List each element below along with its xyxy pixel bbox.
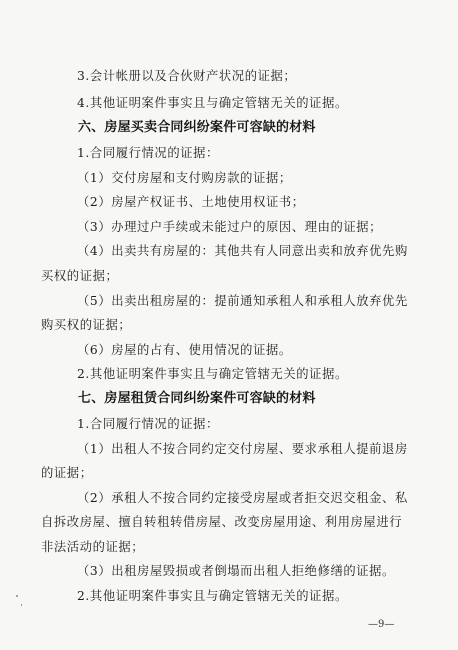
section-heading: 六、房屋买卖合同纠纷案件可容缺的材料: [78, 120, 316, 135]
text-line: （4）出卖共有房屋的：其他共有人同意出卖和放弃优先购: [77, 244, 408, 258]
text-line: （5）出卖出租房屋的：提前通知承租人和承租人放弃优先: [77, 294, 408, 308]
text-line: 买权的证据；: [41, 269, 119, 283]
text-line: 的证据；: [41, 466, 93, 480]
text-line: 1.合同履行情况的证据：: [77, 146, 219, 160]
text-line: 3.会计帐册以及合伙财产状况的证据；: [77, 69, 297, 83]
text-line: 4.其他证明案件事实且与确定管辖无关的证据。: [77, 96, 348, 110]
text-line: 自拆改房屋、擅自转租转借房屋、改变房屋用途、利用房屋进行: [41, 515, 403, 529]
text-line: 购买权的证据；: [41, 318, 132, 332]
scan-speck: [16, 595, 18, 597]
text-line: 2.其他证明案件事实且与确定管辖无关的证据。: [77, 589, 348, 603]
scan-speck: [21, 604, 22, 606]
section-heading: 七、房屋租赁合同纠纷案件可容缺的材料: [78, 391, 316, 406]
text-line: （1）出租人不按合同约定交付房屋、要求承租人提前退房: [77, 442, 408, 456]
text-line: （3）办理过户手续或未能过户的原因、理由的证据；: [77, 220, 383, 234]
text-line: （2）房屋产权证书、土地使用权证书；: [77, 195, 305, 209]
text-line: 1.合同履行情况的证据：: [77, 417, 219, 431]
text-line: 非法活动的证据；: [41, 540, 145, 554]
text-line: （3）出租房屋毁损或者倒塌而出租人拒绝修缮的证据。: [77, 564, 395, 578]
text-line: （6）房屋的占有、使用情况的证据。: [77, 343, 292, 357]
text-line: （1）交付房屋和支付购房款的证据；: [77, 171, 292, 185]
page-number: —9—: [368, 619, 395, 630]
text-line: 2.其他证明案件事实且与确定管辖无关的证据。: [77, 367, 348, 381]
text-line: （2）承租人不按合同约定接受房屋或者拒交迟交租金、私: [77, 491, 408, 505]
